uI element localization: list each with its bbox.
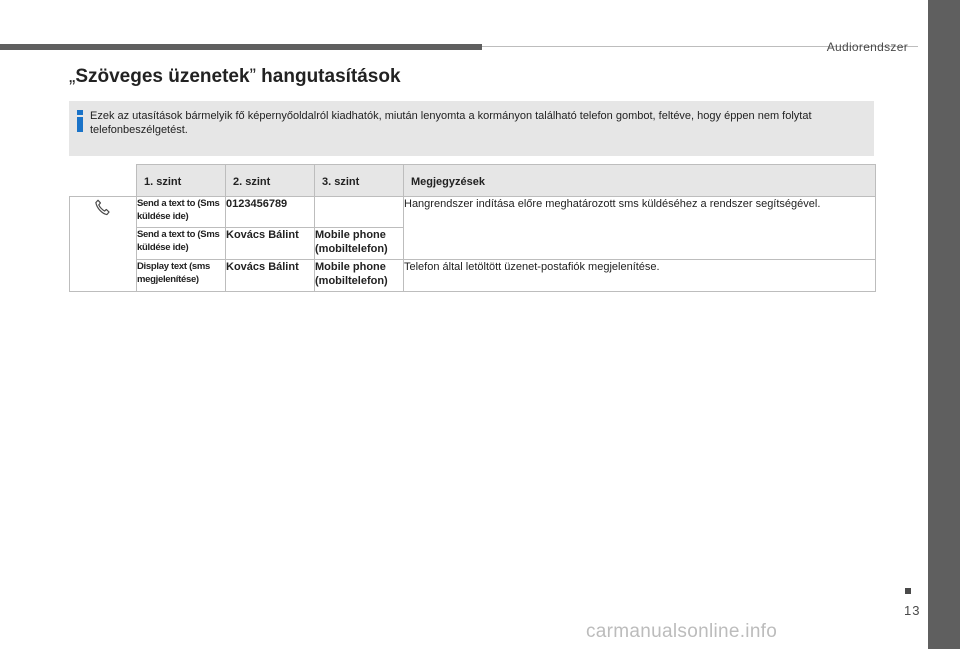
table-header-level3: 3. szint bbox=[315, 165, 404, 197]
table-header-row bbox=[70, 165, 876, 197]
table-row bbox=[70, 197, 876, 228]
header-rule-dark bbox=[0, 44, 482, 50]
row3-note: Telefon által letöltött üzenet-postafiók megjelenítése. bbox=[404, 260, 876, 292]
row1-level3 bbox=[315, 197, 404, 228]
row2-level1: Send a text to (Sms küldése ide) bbox=[137, 228, 226, 260]
row1-level1: Send a text to (Sms küldése ide) bbox=[137, 197, 226, 228]
heading-open-quote: „ bbox=[69, 66, 76, 87]
table-row bbox=[70, 260, 876, 292]
table-header-blank bbox=[70, 165, 137, 197]
heading-title: Szöveges üzenetek bbox=[75, 66, 250, 87]
phone-icon bbox=[92, 197, 114, 224]
section-title: Audiorendszer bbox=[826, 40, 908, 54]
table-header-notes: Megjegyzések bbox=[404, 165, 876, 197]
row1-level2: 0123456789 bbox=[226, 197, 315, 228]
phone-icon-cell bbox=[70, 197, 137, 292]
table-header-level1: 1. szint bbox=[137, 165, 226, 197]
page-number: 13 bbox=[904, 603, 921, 618]
row3-level2: Kovács Bálint bbox=[226, 260, 315, 292]
commands-table bbox=[69, 164, 876, 292]
table-header-level2: 2. szint bbox=[226, 165, 315, 197]
info-icon bbox=[77, 110, 83, 132]
row2-level3: Mobile phone (mobiltelefon) bbox=[315, 228, 404, 260]
heading-close-quote: ” bbox=[249, 66, 256, 87]
page-heading bbox=[69, 66, 401, 88]
row3-level3: Mobile phone (mobiltelefon) bbox=[315, 260, 404, 292]
heading-suffix: hangutasítások bbox=[255, 66, 401, 87]
footer-marker bbox=[905, 588, 911, 594]
info-box bbox=[69, 101, 874, 156]
info-text: Ezek az utasítások bármelyik fő képernyőoldalról kiadhatók, miután lenyomta a kormányon található telefon gombot, feltéve, hogy éppen nem folytat telefonbeszélgetést. bbox=[90, 110, 812, 136]
row1-note: Hangrendszer indítása előre meghatározott sms küldéséhez a rendszer segítségével. bbox=[404, 197, 876, 260]
row3-level1: Display text (sms megjelenítése) bbox=[137, 260, 226, 292]
watermark: carmanualsonline.info bbox=[586, 621, 778, 642]
row2-level2: Kovács Bálint bbox=[226, 228, 315, 260]
page-edge-bar bbox=[928, 0, 960, 649]
